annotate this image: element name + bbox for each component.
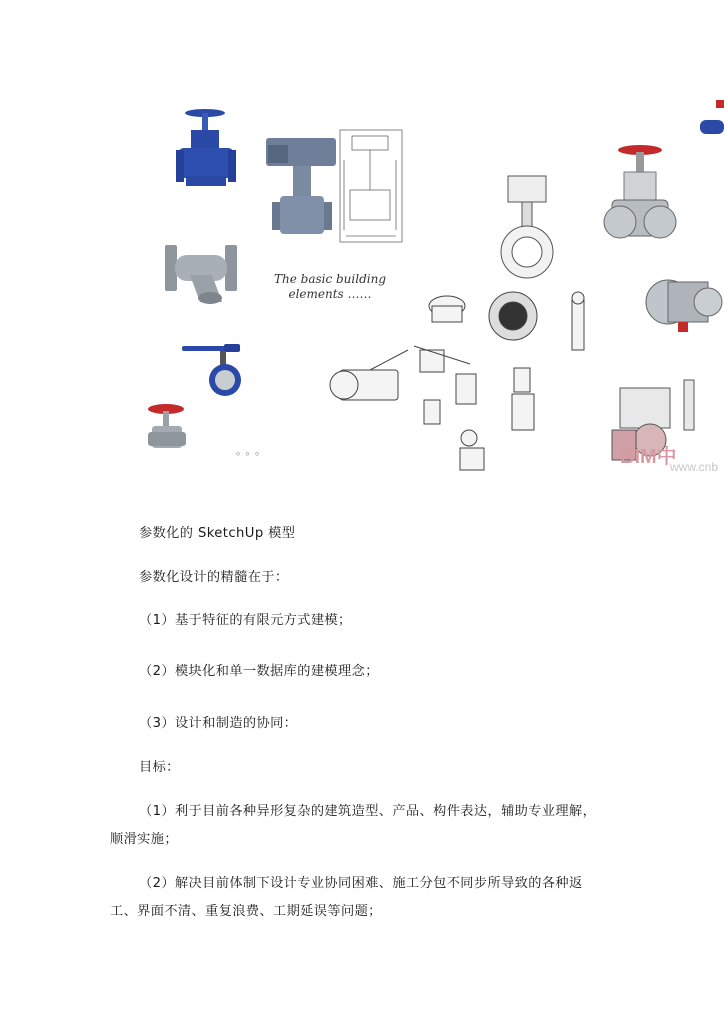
small-globe-valve-icon: [148, 404, 186, 448]
goal-1-line1: （1）利于目前各种异形复杂的建筑造型、产品、构件表达，辅助专业理解，: [139, 804, 597, 819]
paragraph-essence: 参数化设计的精髓在于：: [139, 570, 289, 585]
globe-valve-icon: [176, 109, 236, 186]
gate-valve-drawing-icon: [340, 130, 402, 242]
pipe-fragment-icon: [700, 120, 724, 134]
list-item-2: （2）模块化和单一数据库的建模理念；: [139, 664, 379, 679]
bim-watermark-logo: [620, 440, 677, 469]
flanged-globe-valve-icon: [604, 145, 676, 238]
motorized-gate-valve-icon: [266, 138, 336, 234]
wafer-valve-actuator-icon: [501, 176, 553, 278]
heading-goals: 目标：: [139, 760, 180, 775]
goal-2-line2: 工、界面不清、重复浪费、工期延误等问题；: [110, 904, 382, 919]
valve-illustrations: [0, 0, 724, 480]
valve-collage-figure: [0, 0, 724, 480]
heading-parametric-model: 参数化的 SketchUp 模型: [139, 526, 296, 541]
ball-valve-icon: [330, 292, 584, 470]
y-strainer-icon: [165, 245, 237, 304]
figure-caption: [268, 272, 392, 302]
goal-1-line2: 顺滑实施；: [110, 832, 178, 847]
figure-caption-line2: elements ……: [288, 287, 372, 301]
ellipsis-dots: 。。。: [236, 444, 270, 457]
large-strainer-icon: [646, 280, 722, 332]
watermark-text: BIM中: [620, 446, 677, 468]
figure-caption-line1: The basic building: [273, 272, 387, 286]
pipe-fitting-icon: [716, 100, 724, 108]
list-item-3: （3）设计和制造的协同：: [139, 716, 298, 731]
goal-2-line1: （2）解决目前体制下设计专业协同困难、施工分包不同步所导致的各种返: [139, 876, 583, 891]
watermark-url: www.cnb: [670, 460, 719, 474]
butterfly-valve-icon: [182, 344, 241, 396]
list-item-1: （1）基于特征的有限元方式建模；: [139, 613, 352, 628]
